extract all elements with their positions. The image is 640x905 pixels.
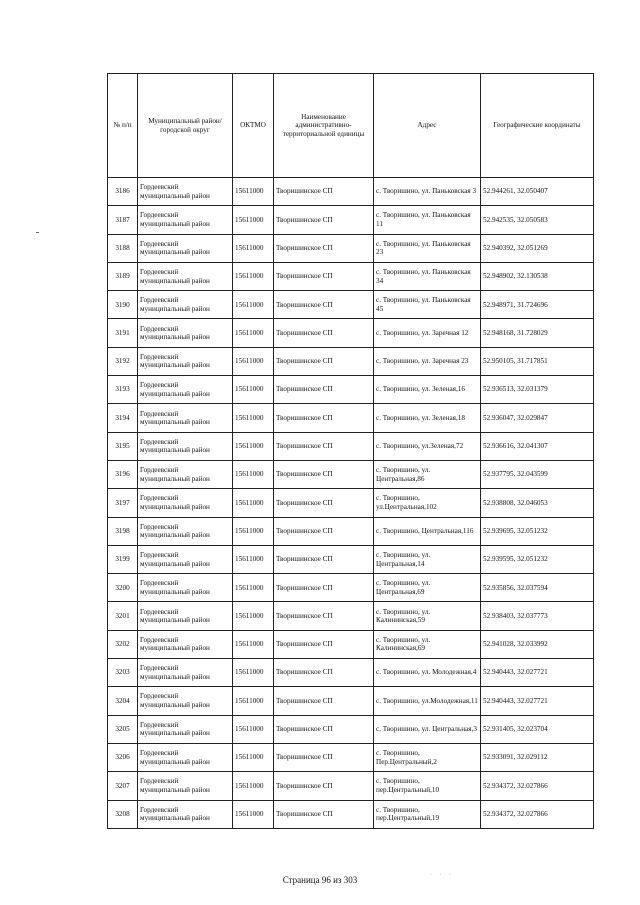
- cell-oktmo: 15611000: [233, 206, 274, 234]
- cell-address: с. Творишино, ул. Центральная,69: [374, 574, 481, 602]
- table-row: [108, 489, 594, 517]
- cell-address: с. Творишино, ул. Заречная 12: [374, 319, 481, 347]
- cell-geo: 52.934372, 32.027866: [481, 800, 594, 828]
- cell-geo: 52.940443, 32.027721: [481, 659, 594, 687]
- cell-unit: Творишинское СП: [274, 630, 374, 658]
- cell-geo: 52.941028, 32.033992: [481, 630, 594, 658]
- table-row: [108, 659, 594, 687]
- table-row: [108, 630, 594, 658]
- cell-num: 3194: [108, 404, 138, 432]
- cell-oktmo: 15611000: [233, 234, 274, 262]
- cell-unit: Творишинское СП: [274, 517, 374, 545]
- cell-geo: 52.933091, 32.029112: [481, 743, 594, 771]
- cell-municipality: Гордеевский муниципальный район: [138, 659, 233, 687]
- cell-municipality: Гордеевский муниципальный район: [138, 772, 233, 800]
- header-num: № п/п: [108, 74, 138, 178]
- cell-unit: Творишинское СП: [274, 319, 374, 347]
- cell-unit: Творишинское СП: [274, 715, 374, 743]
- cell-address: с. Творишино, Центральная,116: [374, 517, 481, 545]
- table-row: [108, 206, 594, 234]
- cell-geo: 52.944261, 32.050407: [481, 178, 594, 206]
- cell-oktmo: 15611000: [233, 743, 274, 771]
- cell-oktmo: 15611000: [233, 404, 274, 432]
- cell-oktmo: 15611000: [233, 319, 274, 347]
- cell-municipality: Гордеевский муниципальный район: [138, 630, 233, 658]
- cell-address: с. Творишино, ул.Центральная,102: [374, 489, 481, 517]
- cell-geo: 52.935856, 32.037594: [481, 574, 594, 602]
- cell-num: 3188: [108, 234, 138, 262]
- cell-unit: Творишинское СП: [274, 489, 374, 517]
- cell-oktmo: 15611000: [233, 489, 274, 517]
- cell-geo: 52.940392, 32.051269: [481, 234, 594, 262]
- table-row: [108, 687, 594, 715]
- cell-address: с. Творишино, ул. Центральная,3: [374, 715, 481, 743]
- cell-geo: 52.948168, 31.728029: [481, 319, 594, 347]
- cell-municipality: Гордеевский муниципальный район: [138, 460, 233, 488]
- cell-unit: Творишинское СП: [274, 460, 374, 488]
- header-row: [108, 74, 594, 178]
- cell-oktmo: 15611000: [233, 545, 274, 573]
- cell-unit: Творишинское СП: [274, 574, 374, 602]
- cell-address: с. Творишино, ул. Заречная 23: [374, 347, 481, 375]
- cell-address: с. Творишино, ул. Паньковская 34: [374, 262, 481, 290]
- cell-geo: 52.934372, 32.027866: [481, 772, 594, 800]
- cell-address: с. Творишино, ул. Центральная,86: [374, 460, 481, 488]
- cell-oktmo: 15611000: [233, 517, 274, 545]
- scan-speck: [36, 232, 39, 233]
- header-municipality: Муниципальный район/городской округ: [138, 74, 233, 178]
- cell-municipality: Гордеевский муниципальный район: [138, 687, 233, 715]
- cell-municipality: Гордеевский муниципальный район: [138, 347, 233, 375]
- cell-oktmo: 15611000: [233, 659, 274, 687]
- cell-num: 3195: [108, 432, 138, 460]
- table-row: [108, 376, 594, 404]
- cell-address: с. Творишино, ул. Молодежная,4: [374, 659, 481, 687]
- cell-geo: 52.931405, 32.023704: [481, 715, 594, 743]
- table-row: [108, 291, 594, 319]
- table-row: [108, 602, 594, 630]
- cell-oktmo: 15611000: [233, 574, 274, 602]
- cell-address: с. Творишино, ул. Центральная,14: [374, 545, 481, 573]
- table-row: [108, 460, 594, 488]
- cell-num: 3193: [108, 376, 138, 404]
- cell-geo: 52.936047, 32.029847: [481, 404, 594, 432]
- cell-num: 3196: [108, 460, 138, 488]
- cell-unit: Творишинское СП: [274, 262, 374, 290]
- cell-municipality: Гордеевский муниципальный район: [138, 715, 233, 743]
- cell-municipality: Гордеевский муниципальный район: [138, 489, 233, 517]
- cell-address: с. Творишино, ул.Молодежная,11: [374, 687, 481, 715]
- cell-num: 3187: [108, 206, 138, 234]
- cell-unit: Творишинское СП: [274, 206, 374, 234]
- cell-oktmo: 15611000: [233, 178, 274, 206]
- cell-num: 3206: [108, 743, 138, 771]
- table-header: [108, 74, 594, 178]
- cell-geo: 52.936513, 32.031379: [481, 376, 594, 404]
- table-row: [108, 743, 594, 771]
- cell-unit: Творишинское СП: [274, 432, 374, 460]
- cell-unit: Творишинское СП: [274, 545, 374, 573]
- cell-municipality: Гордеевский муниципальный район: [138, 319, 233, 347]
- cell-num: 3207: [108, 772, 138, 800]
- cell-municipality: Гордеевский муниципальный район: [138, 291, 233, 319]
- cell-unit: Творишинское СП: [274, 772, 374, 800]
- cell-municipality: Гордеевский муниципальный район: [138, 517, 233, 545]
- cell-unit: Творишинское СП: [274, 234, 374, 262]
- table-row: [108, 178, 594, 206]
- cell-oktmo: 15611000: [233, 602, 274, 630]
- cell-municipality: Гордеевский муниципальный район: [138, 376, 233, 404]
- cell-geo: 52.948971, 31.724696: [481, 291, 594, 319]
- cell-address: с. Творишино, ул. Паньковская 23: [374, 234, 481, 262]
- table-row: [108, 545, 594, 573]
- table-row: [108, 772, 594, 800]
- cell-geo: 52.939695, 32.051232: [481, 517, 594, 545]
- cell-address: с. Творишино, ул. Зеленая,18: [374, 404, 481, 432]
- table-row: [108, 432, 594, 460]
- table-body: [108, 178, 594, 829]
- cell-unit: Творишинское СП: [274, 687, 374, 715]
- table-row: [108, 262, 594, 290]
- cell-num: 3190: [108, 291, 138, 319]
- cell-municipality: Гордеевский муниципальный район: [138, 743, 233, 771]
- cell-geo: 52.937795, 32.043599: [481, 460, 594, 488]
- cell-num: 3200: [108, 574, 138, 602]
- cell-oktmo: 15611000: [233, 291, 274, 319]
- table-row: [108, 234, 594, 262]
- table-row: [108, 404, 594, 432]
- cell-num: 3204: [108, 687, 138, 715]
- table-row: [108, 715, 594, 743]
- cell-address: с. Творишино, пер.Центральный,10: [374, 772, 481, 800]
- header-unit: Наименование административно-территориальной единицы: [274, 74, 374, 178]
- cell-municipality: Гордеевский муниципальный район: [138, 800, 233, 828]
- cell-municipality: Гордеевский муниципальный район: [138, 404, 233, 432]
- cell-num: 3192: [108, 347, 138, 375]
- cell-address: с. Творишино, пер.Центральный,19: [374, 800, 481, 828]
- cell-oktmo: 15611000: [233, 376, 274, 404]
- cell-address: с. Творишино, ул. Калининская,69: [374, 630, 481, 658]
- cell-unit: Творишинское СП: [274, 376, 374, 404]
- cell-unit: Творишинское СП: [274, 347, 374, 375]
- cell-geo: 52.940443, 32.027721: [481, 687, 594, 715]
- cell-num: 3189: [108, 262, 138, 290]
- cell-municipality: Гордеевский муниципальный район: [138, 234, 233, 262]
- cell-municipality: Гордеевский муниципальный район: [138, 206, 233, 234]
- cell-geo: 52.950105, 31.717851: [481, 347, 594, 375]
- cell-address: с. Творишино, ул. Калининская,59: [374, 602, 481, 630]
- cell-num: 3198: [108, 517, 138, 545]
- cell-geo: 52.942535, 32.050583: [481, 206, 594, 234]
- cell-municipality: Гордеевский муниципальный район: [138, 574, 233, 602]
- cell-geo: 52.939595, 32.051232: [481, 545, 594, 573]
- cell-municipality: Гордеевский муниципальный район: [138, 602, 233, 630]
- address-table: [107, 73, 594, 829]
- cell-oktmo: 15611000: [233, 687, 274, 715]
- cell-oktmo: 15611000: [233, 347, 274, 375]
- cell-municipality: Гордеевский муниципальный район: [138, 262, 233, 290]
- cell-oktmo: 15611000: [233, 715, 274, 743]
- header-geo: Географические координаты: [481, 74, 594, 178]
- cell-address: с. Творишино, ул. Паньковская 11: [374, 206, 481, 234]
- table-row: [108, 800, 594, 828]
- cell-oktmo: 15611000: [233, 262, 274, 290]
- cell-num: 3208: [108, 800, 138, 828]
- header-oktmo: ОКТМО: [233, 74, 274, 178]
- cell-geo: 52.948902, 32.130538: [481, 262, 594, 290]
- cell-address: с. Творишино, ул. Паньковская 45: [374, 291, 481, 319]
- cell-num: 3186: [108, 178, 138, 206]
- table-row: [108, 517, 594, 545]
- scan-noise: · · ·: [430, 872, 454, 878]
- cell-address: с. Творишино, ул. Зеленая,16: [374, 376, 481, 404]
- cell-oktmo: 15611000: [233, 630, 274, 658]
- cell-municipality: Гордеевский муниципальный район: [138, 545, 233, 573]
- cell-unit: Творишинское СП: [274, 602, 374, 630]
- cell-address: с. Творишино, ул.Зеленая,72: [374, 432, 481, 460]
- cell-num: 3205: [108, 715, 138, 743]
- cell-address: с. Творишино, Пер.Центральный,2: [374, 743, 481, 771]
- cell-oktmo: 15611000: [233, 772, 274, 800]
- cell-unit: Творишинское СП: [274, 178, 374, 206]
- cell-oktmo: 15611000: [233, 432, 274, 460]
- page-number: Страница 96 из 303: [282, 875, 358, 885]
- cell-geo: 52.936616, 32.041307: [481, 432, 594, 460]
- cell-num: 3199: [108, 545, 138, 573]
- cell-num: 3203: [108, 659, 138, 687]
- cell-municipality: Гордеевский муниципальный район: [138, 432, 233, 460]
- cell-num: 3202: [108, 630, 138, 658]
- cell-municipality: Гордеевский муниципальный район: [138, 178, 233, 206]
- cell-unit: Творишинское СП: [274, 659, 374, 687]
- cell-unit: Творишинское СП: [274, 743, 374, 771]
- table-row: [108, 347, 594, 375]
- cell-geo: 52.938403, 32.037773: [481, 602, 594, 630]
- cell-num: 3201: [108, 602, 138, 630]
- cell-unit: Творишинское СП: [274, 800, 374, 828]
- cell-oktmo: 15611000: [233, 460, 274, 488]
- cell-unit: Творишинское СП: [274, 404, 374, 432]
- cell-geo: 52.938808, 32.046053: [481, 489, 594, 517]
- cell-num: 3191: [108, 319, 138, 347]
- cell-unit: Творишинское СП: [274, 291, 374, 319]
- cell-num: 3197: [108, 489, 138, 517]
- table-row: [108, 319, 594, 347]
- table-row: [108, 574, 594, 602]
- cell-address: с. Творишино, ул. Паньковская 3: [374, 178, 481, 206]
- cell-oktmo: 15611000: [233, 800, 274, 828]
- header-address: Адрес: [374, 74, 481, 178]
